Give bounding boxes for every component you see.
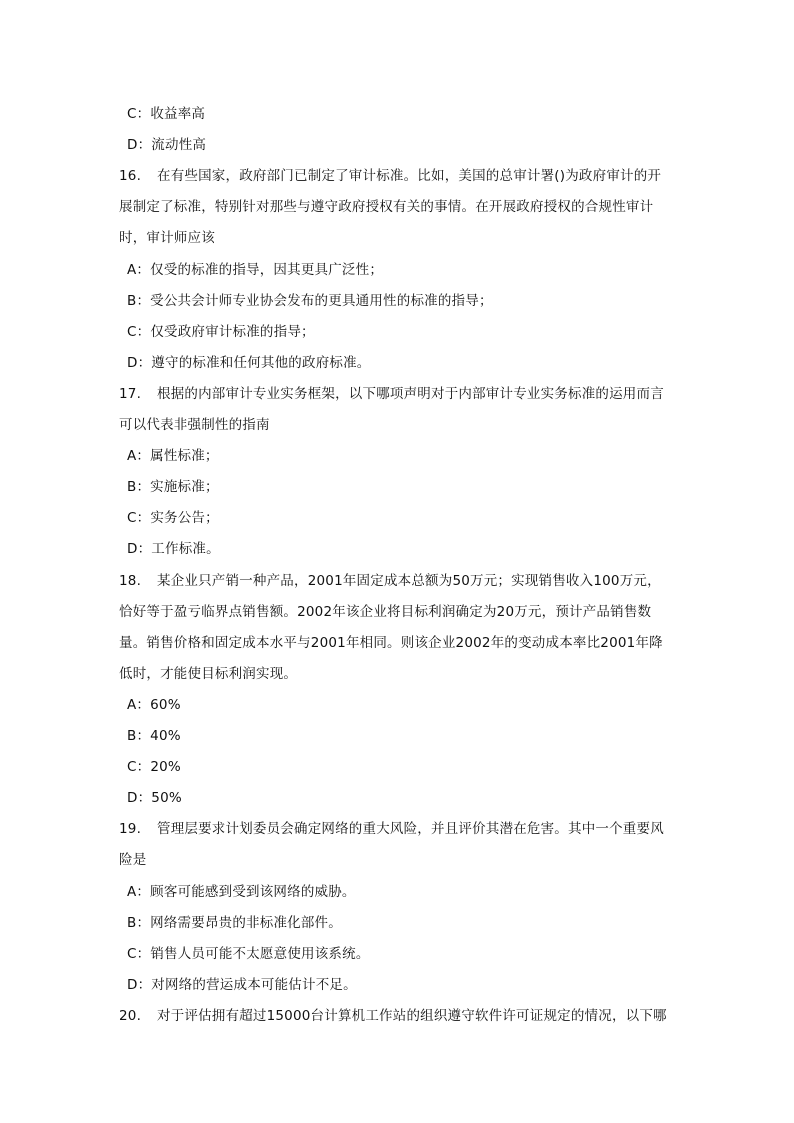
answer-option: A：顾客可能感到受到该网络的威胁。	[127, 883, 356, 900]
question-text: 某企业只产销一种产品，2001年固定成本总额为50万元；实现销售收入100万元，	[157, 572, 661, 589]
answer-option: C：收益率高	[127, 106, 206, 122]
question-text: 管理层要求计划委员会确定网络的重大风险，并且评价其潜在危害。其中一个重要风	[157, 821, 664, 838]
answer-option: B：实施标准；	[127, 479, 219, 496]
answer-option: D：流动性高	[127, 137, 207, 154]
question-line	[119, 384, 664, 404]
answer-option: B：网络需要昂贵的非标准化部件。	[127, 914, 342, 931]
question-text: 低时，才能使目标利润实现。	[119, 665, 298, 682]
question-number: 20.	[119, 1007, 142, 1024]
question-continuation	[119, 850, 146, 870]
question-text: 量。销售价格和固定成本水平与2001年相同。则该企业2002年的变动成本率比2001年降	[119, 634, 663, 651]
question-continuation	[119, 633, 663, 653]
answer-option: C：销售人员可能不太愿意使用该系统。	[127, 945, 370, 962]
question-number: 19.	[119, 821, 142, 838]
answer-option: A：仅受的标准的指导，因其更具广泛性；	[127, 261, 384, 278]
answer-option: D：50%	[127, 790, 182, 807]
question-text: 时，审计师应该	[119, 230, 215, 247]
answer-option: D：工作标准。	[127, 541, 220, 558]
answer-option: B：受公共会计师专业协会发布的更具通用性的标准的指导；	[127, 292, 493, 309]
answer-option: A：60%	[127, 696, 181, 713]
question-continuation	[119, 228, 215, 248]
question-text: 险是	[119, 852, 147, 869]
answer-option: C：仅受政府审计标准的指导；	[127, 323, 315, 340]
question-continuation	[119, 415, 270, 435]
question-number: 16.	[119, 168, 142, 185]
answer-option: C：实务公告；	[127, 510, 219, 527]
question-text: 可以代表非强制性的指南	[119, 417, 270, 433]
answer-option: B：40%	[127, 728, 181, 744]
question-continuation	[119, 602, 651, 622]
answer-option: C：20%	[127, 759, 181, 776]
question-text: 根据的内部审计专业实务框架，以下哪项声明对于内部审计专业实务标准的运用而言	[157, 385, 664, 402]
question-continuation	[119, 197, 653, 217]
question-line	[119, 571, 661, 591]
question-text: 在有些国家，政府部门已制定了审计标准。比如，美国的总审计署()为政府审计的开	[157, 168, 662, 185]
question-line	[119, 1006, 667, 1026]
question-text: 恰好等于盈亏临界点销售额。2002年该企业将目标利润确定为20万元，预计产品销售数	[119, 603, 652, 620]
answer-option: D：对网络的营运成本可能估计不足。	[127, 976, 357, 993]
question-line	[119, 166, 661, 186]
question-continuation	[119, 664, 297, 684]
question-line	[119, 819, 664, 839]
question-number: 18.	[119, 572, 142, 589]
question-number: 17.	[119, 385, 142, 402]
answer-option: D：遵守的标准和任何其他的政府标准。	[127, 354, 371, 371]
answer-option: A：属性标准；	[127, 448, 219, 465]
question-text: 展制定了标准，特别针对那些与遵守政府授权有关的事情。在开展政府授权的合规性审计	[119, 199, 654, 216]
question-text: 对于评估拥有超过15000台计算机工作站的组织遵守软件许可证规定的情况，以下哪	[157, 1007, 667, 1024]
